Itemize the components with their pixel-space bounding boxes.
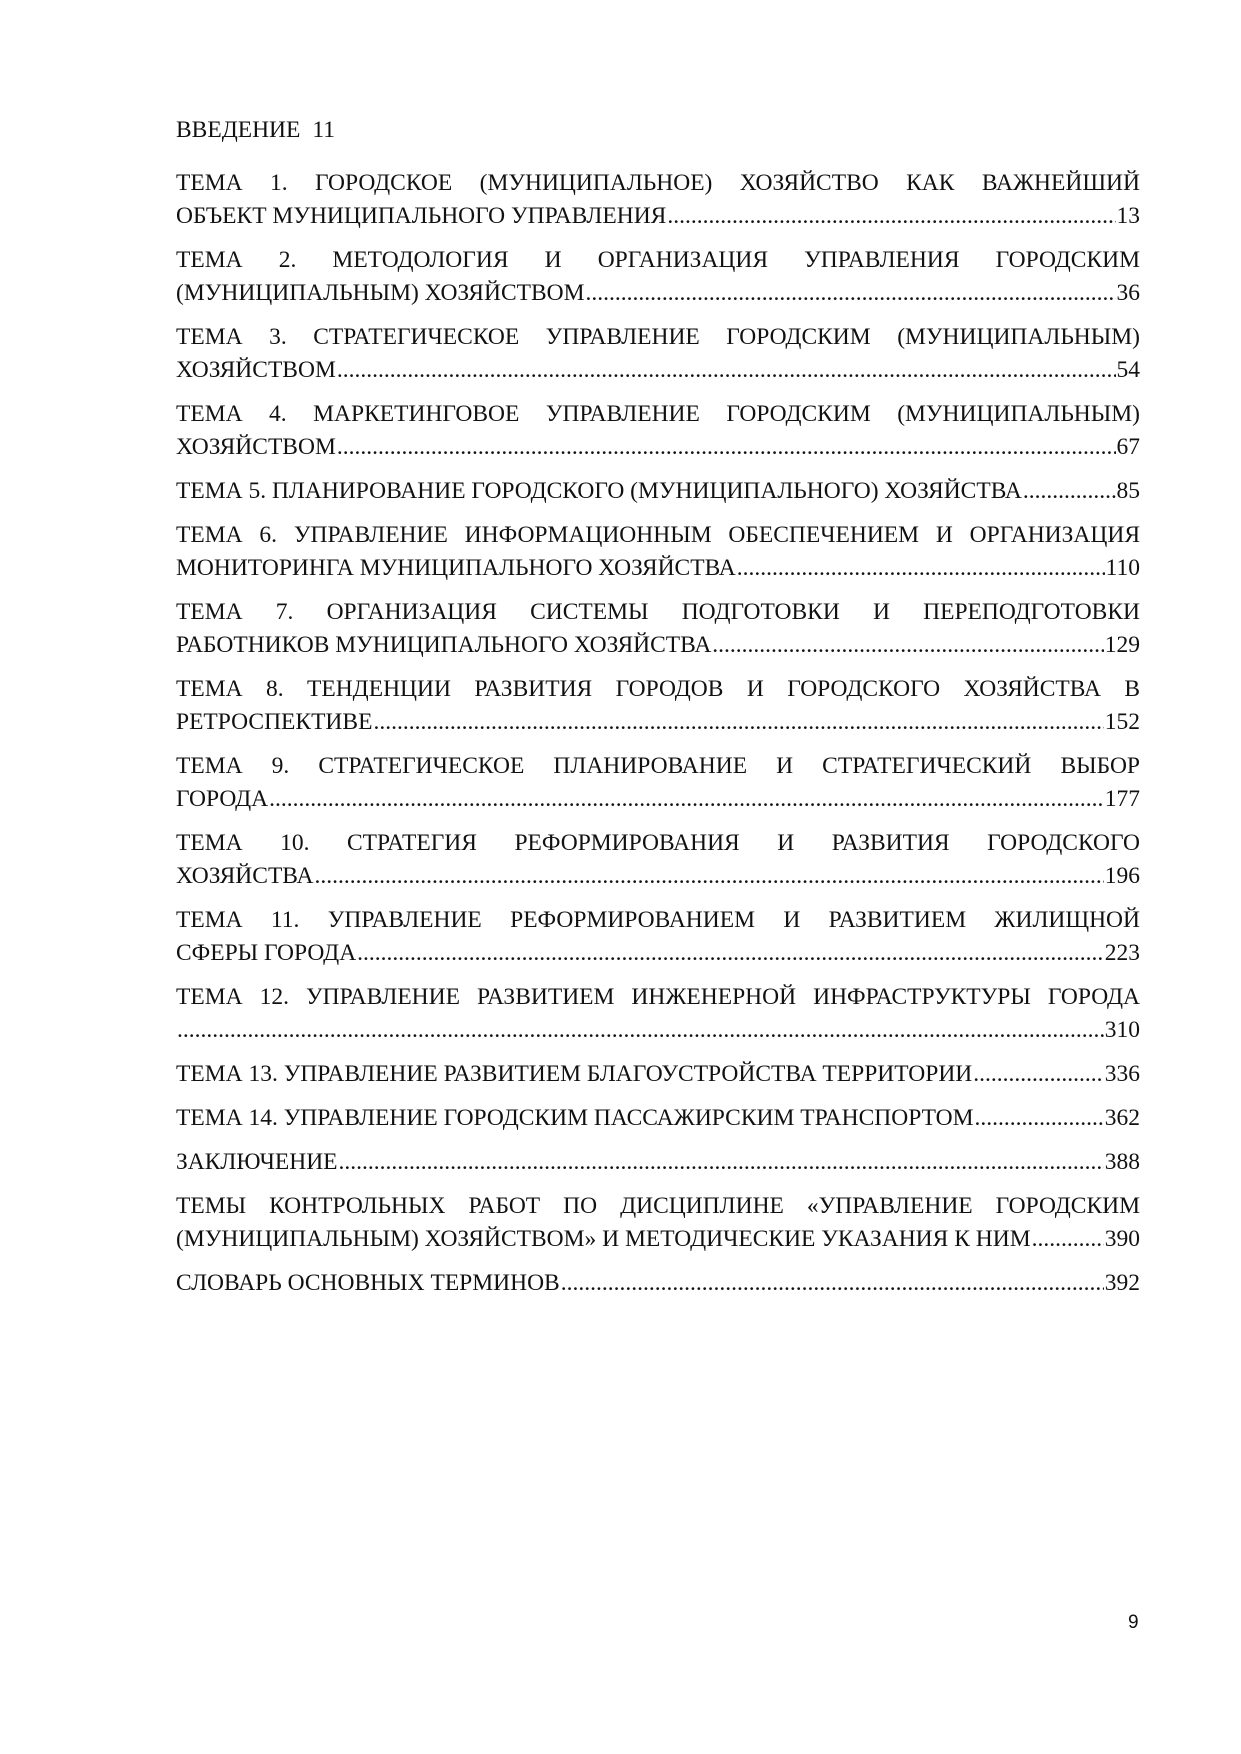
toc-entry-leader-line: [176, 860, 1140, 893]
toc-entry-title: ТЕМА 5. ПЛАНИРОВАНИЕ ГОРОДСКОГО (МУНИЦИПАЛЬНОГО) ХОЗЯЙСТВА: [176, 478, 1022, 504]
toc-entry[interactable]: [176, 904, 1140, 970]
toc-entry-leader-line: [176, 706, 1140, 739]
toc-entry-title: ЗАКЛЮЧЕНИЕ: [176, 1149, 338, 1175]
toc-entry-title: МОНИТОРИНГА МУНИЦИПАЛЬНОГО ХОЗЯЙСТВА: [176, 555, 736, 581]
toc-entry-title: ХОЗЯЙСТВОМ: [176, 357, 336, 383]
toc-entry-page: 310: [1104, 1017, 1140, 1043]
toc-entry-leader-line: [176, 475, 1140, 508]
toc-entry[interactable]: [176, 519, 1140, 585]
toc-dot-leader: [974, 1102, 1103, 1135]
toc-entry[interactable]: [176, 596, 1140, 662]
toc-entry-leader-line: [176, 200, 1140, 233]
toc-entry-page: 390: [1104, 1226, 1140, 1252]
toc-entry-page: 54: [1116, 357, 1140, 383]
toc-entry-leader-line: [176, 431, 1140, 464]
toc-entry[interactable]: [176, 827, 1140, 893]
toc-dot-leader: [269, 783, 1104, 816]
toc-entry-leader-line: [176, 629, 1140, 662]
toc-entry-title-line: ТЕМА 6. УПРАВЛЕНИЕ ИНФОРМАЦИОННЫМ ОБЕСПЕЧЕНИЕМ И ОРГАНИЗАЦИЯ: [176, 522, 1140, 548]
toc-dot-leader: [1023, 475, 1116, 508]
toc-entry-page: 67: [1116, 434, 1140, 460]
toc-entry-title: ТЕМА 13. УПРАВЛЕНИЕ РАЗВИТИЕМ БЛАГОУСТРОЙСТВА ТЕРРИТОРИИ: [176, 1061, 973, 1087]
toc-dot-leader: [314, 860, 1103, 893]
toc-entry-title-line: ТЕМА 1. ГОРОДСКОЕ (МУНИЦИПАЛЬНОЕ) ХОЗЯЙСТВО КАК ВАЖНЕЙШИЙ: [176, 170, 1140, 196]
toc-entry[interactable]: [176, 673, 1140, 739]
toc-intro-label: ВВЕДЕНИЕ: [176, 117, 301, 143]
toc-dot-leader: [357, 937, 1104, 970]
toc-entry[interactable]: [176, 398, 1140, 464]
toc-entry-page: 196: [1104, 863, 1140, 889]
toc-entry-page: 392: [1104, 1270, 1140, 1296]
toc-entry[interactable]: [176, 1267, 1140, 1300]
toc-entry-leader-line: [176, 1223, 1140, 1256]
toc-dot-leader: [1032, 1223, 1104, 1256]
toc-entry-page: 152: [1104, 709, 1140, 735]
toc-entry-title: ХОЗЯЙСТВА: [176, 863, 314, 889]
toc-entry-title: СФЕРЫ ГОРОДА: [176, 940, 357, 966]
toc-dot-leader: [737, 552, 1105, 585]
toc-dot-leader: [373, 706, 1103, 739]
toc-entry-title-line: ТЕМА 11. УПРАВЛЕНИЕ РЕФОРМИРОВАНИЕМ И РАЗВИТИЕМ ЖИЛИЩНОЙ: [176, 907, 1140, 933]
toc-entry-leader-line: [176, 1267, 1140, 1300]
toc-entry-leader-line: [176, 937, 1140, 970]
toc-entry-title-line: ТЕМА 10. СТРАТЕГИЯ РЕФОРМИРОВАНИЯ И РАЗВИТИЯ ГОРОДСКОГО: [176, 830, 1140, 856]
toc-dot-leader: [337, 354, 1116, 387]
toc-dot-leader: [339, 1146, 1104, 1179]
toc-entry-title: ОБЪЕКТ МУНИЦИПАЛЬНОГО УПРАВЛЕНИЯ: [176, 203, 667, 229]
toc-entry[interactable]: [176, 750, 1140, 816]
toc-entry-page: 388: [1104, 1149, 1140, 1175]
toc-entry-page: 85: [1116, 478, 1140, 504]
toc-intro-page: 11: [312, 117, 336, 143]
toc-entry[interactable]: [176, 1102, 1140, 1135]
toc-entry-title: СЛОВАРЬ ОСНОВНЫХ ТЕРМИНОВ: [176, 1270, 560, 1296]
toc-entry-leader-line: [176, 1146, 1140, 1179]
toc-entry[interactable]: [176, 1190, 1140, 1256]
toc-dot-leader: [177, 1014, 1104, 1047]
toc-entry-leader-line: [176, 1102, 1140, 1135]
toc-entry-leader-line: [176, 354, 1140, 387]
toc-entry-page: 110: [1105, 555, 1140, 581]
toc-entry-leader-line: [176, 552, 1140, 585]
toc-entry-title: РЕТРОСПЕКТИВЕ: [176, 709, 373, 735]
toc-entry-leader-line: [176, 1058, 1140, 1091]
toc-entry-title: ТЕМА 14. УПРАВЛЕНИЕ ГОРОДСКИМ ПАССАЖИРСКИМ ТРАНСПОРТОМ: [176, 1105, 974, 1131]
toc-entry[interactable]: [176, 321, 1140, 387]
toc-entry-title-line: ТЕМА 2. МЕТОДОЛОГИЯ И ОРГАНИЗАЦИЯ УПРАВЛЕНИЯ ГОРОДСКИМ: [176, 247, 1140, 273]
toc-entry[interactable]: [176, 1146, 1140, 1179]
toc-entry-title-line: ТЕМА 7. ОРГАНИЗАЦИЯ СИСТЕМЫ ПОДГОТОВКИ И ПЕРЕПОДГОТОВКИ: [176, 599, 1140, 625]
toc-entry[interactable]: [176, 167, 1140, 233]
toc-entry-page: 362: [1104, 1105, 1140, 1131]
toc-entry-title: (МУНИЦИПАЛЬНЫМ) ХОЗЯЙСТВОМ: [176, 280, 585, 306]
toc-entry-title-line: ТЕМА 3. СТРАТЕГИЧЕСКОЕ УПРАВЛЕНИЕ ГОРОДСКИМ (МУНИЦИПАЛЬНЫМ): [176, 324, 1140, 350]
toc-dot-leader: [337, 431, 1116, 464]
toc-entry-title-line: ТЕМА 4. МАРКЕТИНГОВОЕ УПРАВЛЕНИЕ ГОРОДСКИМ (МУНИЦИПАЛЬНЫМ): [176, 401, 1140, 427]
toc-entry-leader-line: [176, 277, 1140, 310]
toc-entry-page: 336: [1104, 1061, 1140, 1087]
toc-entry-title-line: ТЕМА 8. ТЕНДЕНЦИИ РАЗВИТИЯ ГОРОДОВ И ГОРОДСКОГО ХОЗЯЙСТВА В: [176, 676, 1140, 702]
table-of-contents: [176, 167, 1140, 1311]
toc-entry[interactable]: [176, 981, 1140, 1047]
toc-entry-page: 129: [1104, 632, 1140, 658]
toc-dot-leader: [712, 629, 1103, 662]
toc-entry-title-line: ТЕМЫ КОНТРОЛЬНЫХ РАБОТ ПО ДИСЦИПЛИНЕ «УПРАВЛЕНИЕ ГОРОДСКИМ: [176, 1193, 1140, 1219]
toc-dot-leader: [667, 200, 1115, 233]
toc-entry-title: ГОРОДА: [176, 786, 269, 812]
toc-entry[interactable]: [176, 1058, 1140, 1091]
toc-entry[interactable]: [176, 475, 1140, 508]
toc-entry-title: (МУНИЦИПАЛЬНЫМ) ХОЗЯЙСТВОМ» И МЕТОДИЧЕСКИЕ УКАЗАНИЯ К НИМ: [176, 1226, 1031, 1252]
toc-entry-title-line: ТЕМА 12. УПРАВЛЕНИЕ РАЗВИТИЕМ ИНЖЕНЕРНОЙ ИНФРАСТРУКТУРЫ ГОРОДА: [176, 984, 1140, 1010]
toc-entry-title-line: ТЕМА 9. СТРАТЕГИЧЕСКОЕ ПЛАНИРОВАНИЕ И СТРАТЕГИЧЕСКИЙ ВЫБОР: [176, 753, 1140, 779]
toc-entry-leader-line: [176, 783, 1140, 816]
page-number: 9: [1128, 1612, 1139, 1633]
toc-entry-page: 223: [1104, 940, 1140, 966]
toc-dot-leader: [973, 1058, 1103, 1091]
toc-entry-page: 36: [1116, 280, 1140, 306]
toc-entry-leader-line: [176, 1014, 1140, 1047]
toc-entry-page: 13: [1116, 203, 1140, 229]
toc-dot-leader: [561, 1267, 1104, 1300]
toc-entry[interactable]: [176, 244, 1140, 310]
toc-entry-title: РАБОТНИКОВ МУНИЦИПАЛЬНОГО ХОЗЯЙСТВА: [176, 632, 712, 658]
toc-intro[interactable]: [176, 116, 335, 144]
toc-dot-leader: [586, 277, 1116, 310]
toc-entry-page: 177: [1104, 786, 1140, 812]
toc-entry-title: ХОЗЯЙСТВОМ: [176, 434, 336, 460]
